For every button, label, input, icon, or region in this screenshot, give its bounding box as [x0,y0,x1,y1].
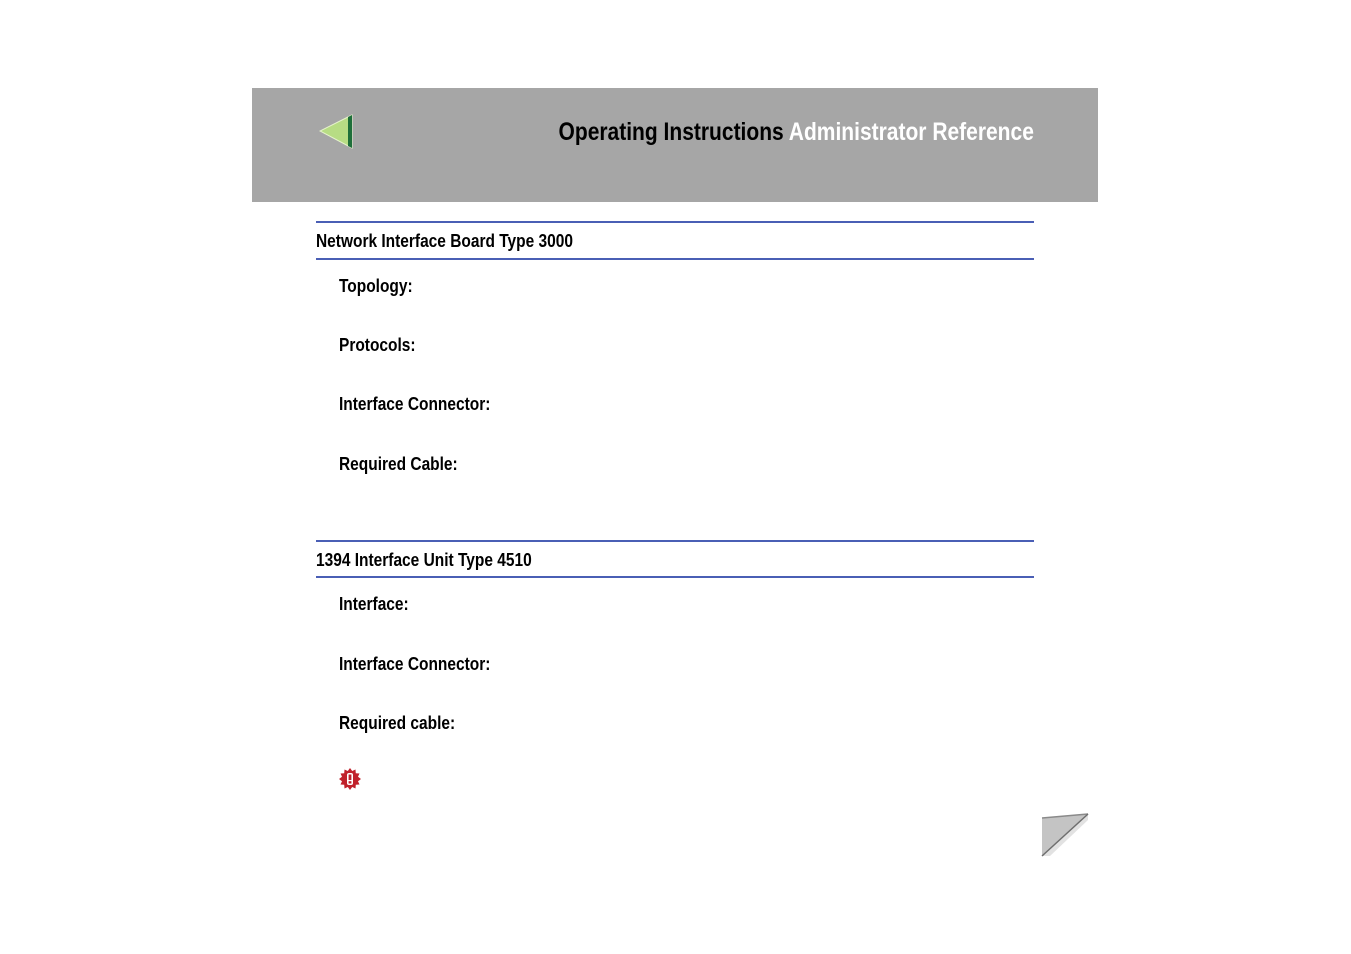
spec-label-topology: Topology: [339,276,413,296]
spec-label-interface: Interface: [339,594,409,614]
spec-label-required-cable: Required Cable: [339,454,458,474]
spec-label-interface-connector: Interface Connector: [339,394,491,414]
document-title [559,118,1034,147]
section-title: 1394 Interface Unit Type 4510 [316,550,532,570]
important-icon [339,768,361,790]
section-heading [316,221,1034,260]
spec-label-interface-connector-2: Interface Connector: [339,654,491,674]
section-network-interface [316,221,1034,260]
section-title: Network Interface Board Type 3000 [316,231,573,251]
spec-label-required-cable-2: Required cable: [339,713,456,733]
section-1394-interface [316,540,1034,578]
title-main: Operating Instructions [558,118,784,146]
spec-label-protocols: Protocols: [339,335,416,355]
section-heading [316,540,1034,578]
back-arrow-icon[interactable] [319,114,353,150]
title-sub: Administrator Reference [788,118,1034,146]
next-page-icon[interactable] [1040,812,1090,858]
page-header [252,88,1098,202]
